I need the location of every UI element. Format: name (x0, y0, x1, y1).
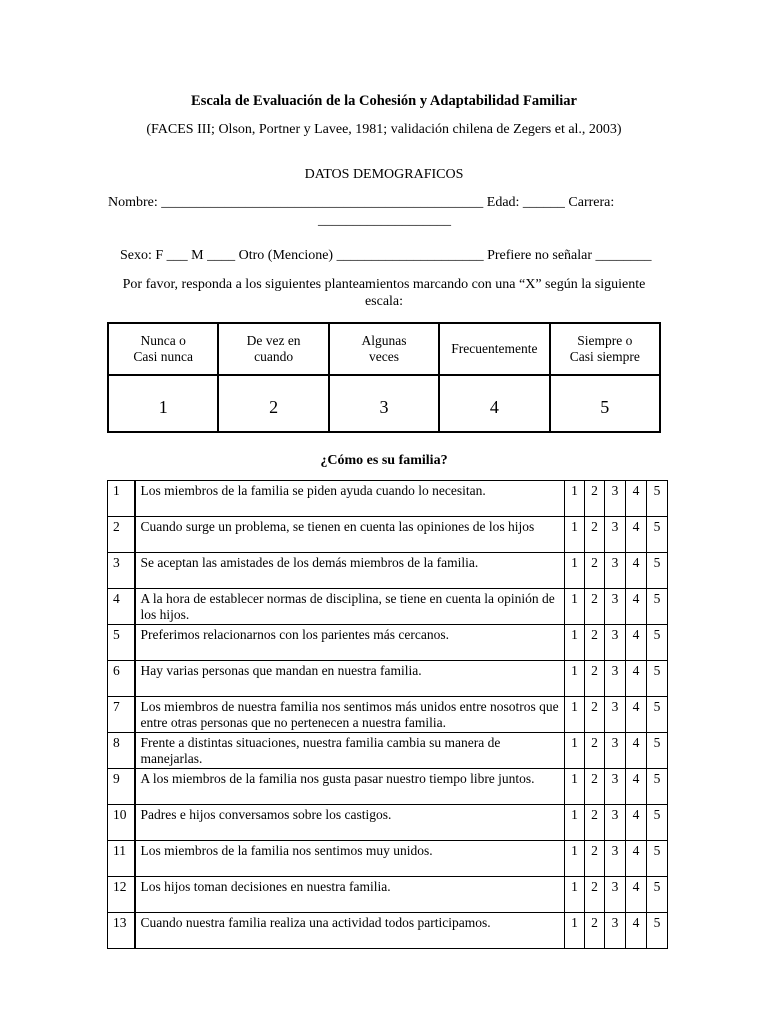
table-row (108, 733, 668, 769)
table-row (108, 877, 668, 913)
item-statement (135, 769, 565, 805)
item-statement-text: A los miembros de la familia nos gusta pasar nuestro tiempo libre juntos. (140, 771, 535, 786)
rating-option-1[interactable]: 1 (565, 697, 585, 733)
rating-option-2[interactable]: 2 (585, 805, 605, 841)
table-row (108, 805, 668, 841)
rating-option-2[interactable]: 2 (585, 697, 605, 733)
table-row (108, 517, 668, 553)
rating-option-3[interactable]: 3 (605, 589, 626, 625)
sex-field-line[interactable]: Sexo: F ___ M ____ Otro (Mencione) _____________________ Prefiere no señalar ________ (120, 248, 652, 263)
item-number: 9 (108, 769, 135, 805)
instructions: Por favor, responda a los siguientes planteamientos marcando con una “X” según la siguiente escala: (122, 277, 646, 309)
table-row (108, 553, 668, 589)
item-statement (135, 913, 565, 949)
rating-option-2[interactable]: 2 (585, 481, 605, 517)
item-number: 6 (108, 661, 135, 697)
rating-option-1[interactable]: 1 (565, 913, 585, 949)
rating-option-2[interactable]: 2 (585, 661, 605, 697)
rating-option-1[interactable]: 1 (565, 733, 585, 769)
item-statement (135, 517, 565, 553)
table-row (108, 841, 668, 877)
item-number: 7 (108, 697, 135, 733)
table-row (108, 625, 668, 661)
item-statement (135, 877, 565, 913)
table-row (108, 769, 668, 805)
item-statement-text: Los miembros de nuestra familia nos sentimos más unidos entre nosotros que entre otras personas que no pertenecen a nuestra familia. (140, 699, 559, 730)
table-row (108, 913, 668, 949)
rating-option-5[interactable]: 5 (647, 805, 668, 841)
item-number: 5 (108, 625, 135, 661)
scale-value-2: 2 (218, 375, 328, 432)
rating-option-3[interactable]: 3 (605, 697, 626, 733)
item-statement (135, 697, 565, 733)
rating-option-3[interactable]: 3 (605, 517, 626, 553)
scale-value-1: 1 (108, 375, 218, 432)
rating-option-2[interactable]: 2 (585, 553, 605, 589)
rating-option-3[interactable]: 3 (605, 733, 626, 769)
scale-value-4: 4 (439, 375, 549, 432)
rating-option-2[interactable]: 2 (585, 841, 605, 877)
rating-option-2[interactable]: 2 (585, 733, 605, 769)
item-statement (135, 733, 565, 769)
item-statement (135, 625, 565, 661)
rating-option-5[interactable]: 5 (647, 733, 668, 769)
item-statement-text: Padres e hijos conversamos sobre los castigos. (140, 807, 392, 822)
rating-option-3[interactable]: 3 (605, 769, 626, 805)
rating-option-5[interactable]: 5 (647, 697, 668, 733)
rating-option-2[interactable]: 2 (585, 589, 605, 625)
table-row (108, 481, 668, 517)
item-statement-text: Los hijos toman decisiones en nuestra familia. (140, 879, 391, 894)
rating-option-1[interactable]: 1 (565, 769, 585, 805)
scale-label-5: Siempre o Casi siempre (550, 323, 660, 375)
rating-option-2[interactable]: 2 (585, 517, 605, 553)
rating-option-3[interactable]: 3 (605, 481, 626, 517)
rating-option-5[interactable]: 5 (647, 553, 668, 589)
rating-option-5[interactable]: 5 (647, 589, 668, 625)
section-heading: DATOS DEMOGRAFICOS (304, 167, 464, 182)
scale-label-3: Algunas veces (329, 323, 439, 375)
item-statement-text: Hay varias personas que mandan en nuestra familia. (140, 663, 422, 678)
scale-value-5: 5 (550, 375, 660, 432)
item-number: 3 (108, 553, 135, 589)
rating-option-4[interactable]: 4 (626, 517, 647, 553)
item-statement-text: Cuando surge un problema, se tienen en cuenta las opiniones de los hijos (140, 519, 535, 534)
rating-option-4[interactable]: 4 (626, 877, 647, 913)
rating-option-1[interactable]: 1 (565, 805, 585, 841)
rating-option-4[interactable]: 4 (626, 913, 647, 949)
item-statement-text: Los miembros de la familia nos sentimos muy unidos. (140, 843, 433, 858)
rating-option-4[interactable]: 4 (626, 661, 647, 697)
item-statement (135, 661, 565, 697)
question-heading: ¿Cómo es su familia? (320, 453, 448, 468)
rating-option-4[interactable]: 4 (626, 481, 647, 517)
item-number: 1 (108, 481, 135, 517)
rating-option-1[interactable]: 1 (565, 517, 585, 553)
career-field-line[interactable]: ___________________ (318, 213, 451, 228)
item-statement-text: Preferimos relacionarnos con los parientes más cercanos. (140, 627, 450, 642)
rating-option-5[interactable]: 5 (647, 913, 668, 949)
rating-option-3[interactable]: 3 (605, 841, 626, 877)
rating-option-4[interactable]: 4 (626, 625, 647, 661)
item-statement (135, 589, 565, 625)
rating-option-5[interactable]: 5 (647, 841, 668, 877)
rating-option-4[interactable]: 4 (626, 697, 647, 733)
table-row (108, 697, 668, 733)
item-statement (135, 841, 565, 877)
rating-option-5[interactable]: 5 (647, 517, 668, 553)
rating-option-2[interactable]: 2 (585, 877, 605, 913)
rating-option-1[interactable]: 1 (565, 481, 585, 517)
response-scale-table (107, 322, 661, 433)
rating-option-4[interactable]: 4 (626, 553, 647, 589)
document-title: Escala de Evaluación de la Cohesión y Adaptabilidad Familiar (191, 93, 577, 109)
name-age-field-line[interactable]: Nombre: ______________________________________________ Edad: ______ Carrera: (108, 195, 615, 210)
item-number: 11 (108, 841, 135, 877)
rating-option-2[interactable]: 2 (585, 625, 605, 661)
rating-option-2[interactable]: 2 (585, 769, 605, 805)
item-statement-text: Los miembros de la familia se piden ayuda cuando lo necesitan. (140, 483, 486, 498)
item-statement (135, 553, 565, 589)
scale-label-1: Nunca o Casi nunca (108, 323, 218, 375)
rating-option-5[interactable]: 5 (647, 769, 668, 805)
rating-option-1[interactable]: 1 (565, 877, 585, 913)
items-table (107, 480, 668, 949)
rating-option-3[interactable]: 3 (605, 553, 626, 589)
rating-option-4[interactable]: 4 (626, 733, 647, 769)
rating-option-3[interactable]: 3 (605, 661, 626, 697)
item-statement-text: Se aceptan las amistades de los demás miembros de la familia. (140, 555, 479, 570)
rating-option-3[interactable]: 3 (605, 625, 626, 661)
rating-option-1[interactable]: 1 (565, 589, 585, 625)
rating-option-1[interactable]: 1 (565, 553, 585, 589)
table-row (108, 589, 668, 625)
item-statement-text: A la hora de establecer normas de disciplina, se tiene en cuenta la opinión de los hijos. (140, 591, 555, 622)
item-number: 2 (108, 517, 135, 553)
scale-label-2: De vez en cuando (218, 323, 328, 375)
rating-option-3[interactable]: 3 (605, 913, 626, 949)
document-subtitle: (FACES III; Olson, Portner y Lavee, 1981; validación chilena de Zegers et al., 2003) (146, 122, 622, 137)
rating-option-1[interactable]: 1 (565, 841, 585, 877)
rating-option-5[interactable]: 5 (647, 481, 668, 517)
rating-option-1[interactable]: 1 (565, 625, 585, 661)
rating-option-3[interactable]: 3 (605, 877, 626, 913)
rating-option-2[interactable]: 2 (585, 913, 605, 949)
item-statement (135, 805, 565, 841)
rating-option-5[interactable]: 5 (647, 661, 668, 697)
scale-label-4: Frecuentemente (439, 323, 549, 375)
rating-option-1[interactable]: 1 (565, 661, 585, 697)
rating-option-4[interactable]: 4 (626, 589, 647, 625)
rating-option-3[interactable]: 3 (605, 805, 626, 841)
item-statement-text: Cuando nuestra familia realiza una actividad todos participamos. (140, 915, 491, 930)
rating-option-4[interactable]: 4 (626, 769, 647, 805)
item-number: 4 (108, 589, 135, 625)
item-statement (135, 481, 565, 517)
rating-option-4[interactable]: 4 (626, 805, 647, 841)
item-number: 8 (108, 733, 135, 769)
item-statement-text: Frente a distintas situaciones, nuestra familia cambia su manera de manejarlas. (140, 735, 501, 766)
rating-option-5[interactable]: 5 (647, 877, 668, 913)
table-row (108, 661, 668, 697)
rating-option-4[interactable]: 4 (626, 841, 647, 877)
scale-value-3: 3 (329, 375, 439, 432)
rating-option-5[interactable]: 5 (647, 625, 668, 661)
item-number: 10 (108, 805, 135, 841)
item-number: 12 (108, 877, 135, 913)
item-number: 13 (108, 913, 135, 949)
